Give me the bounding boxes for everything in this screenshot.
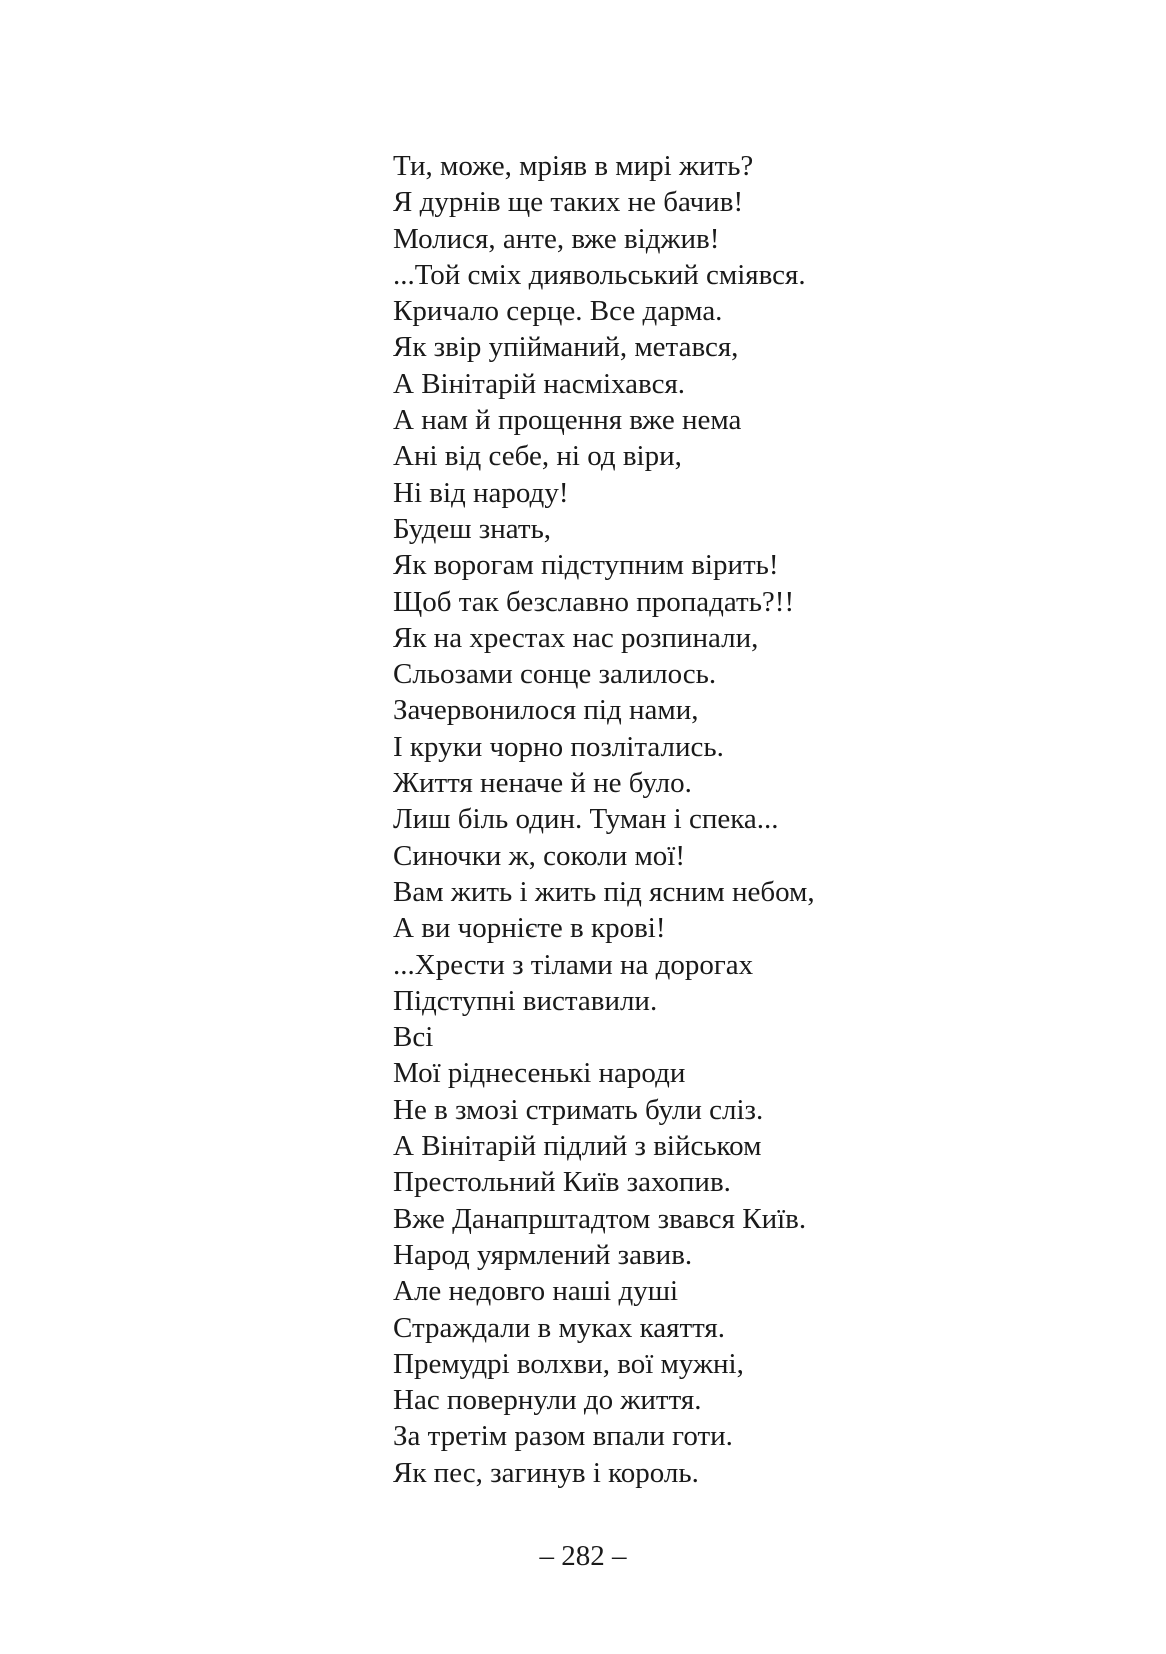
poem-line: Вже Данапрштадтом звався Київ. [393, 1202, 807, 1235]
poem-line: Я дурнів ще таких не бачив! [393, 186, 744, 219]
poem-line: Сльозами сонце залилось. [393, 658, 717, 691]
poem-line: Будеш знать, [393, 512, 552, 545]
poem-line: ...Той сміх диявольський сміявся. [393, 258, 806, 291]
poem-line: Премудрі волхви, вої мужні, [393, 1347, 744, 1380]
poem-line: Як ворогам підступним вірить! [393, 549, 779, 582]
poem-line: Як звір упійманий, метався, [393, 331, 739, 364]
poem-line: Як пес, загинув і король. [393, 1456, 699, 1489]
poem-line: Ні від народу! [393, 476, 569, 509]
poem-line: А Вінітарій підлий з військом [393, 1130, 762, 1163]
poem-line: За третім разом впали готи. [393, 1420, 733, 1453]
poem-line: Синочки ж, соколи мої! [393, 839, 686, 872]
poem-line: Кричало серце. Все дарма. [393, 295, 723, 328]
poem-line: Народ уярмлений завив. [393, 1238, 693, 1271]
poem-line: Лиш біль один. Туман і спека... [393, 803, 779, 836]
poem-line: Життя неначе й не було. [393, 767, 692, 800]
page-number: – 282 – [539, 1540, 627, 1572]
poem-line: Як на хрестах нас розпинали, [393, 621, 759, 654]
poem-line: Вам жить і жить під ясним небом, [393, 875, 815, 908]
poem-line: Не в змозі стримать були сліз. [393, 1093, 764, 1126]
poem-line: Але недовго наші душі [393, 1275, 679, 1308]
poem-line: Всі [393, 1021, 434, 1054]
poem-text [393, 148, 993, 1491]
poem-line: Ти, може, мріяв в мирі жить? [393, 150, 754, 182]
poem-line: Мої ріднесенькі народи [393, 1057, 686, 1090]
poem-line: Ані від себе, ні од віри, [393, 440, 682, 473]
poem-line: ...Хрести з тілами на дорогах [393, 948, 754, 981]
poem-line: Престольний Київ захопив. [393, 1166, 731, 1199]
poem-line: Молися, анте, вже віджив! [393, 222, 720, 255]
poem-line: А ви чорнієте в крові! [393, 912, 666, 945]
poem-line: Нас повернули до життя. [393, 1384, 702, 1417]
poem-line: А нам й прощення вже нема [393, 404, 742, 437]
poem-line: Зачервонилося під нами, [393, 694, 699, 727]
poem-line: Підступні виставили. [393, 984, 658, 1017]
poem-line: Щоб так безславно пропадать?!! [393, 585, 795, 618]
poem-line: А Вінітарій насміхався. [393, 367, 686, 400]
poem-line: Страждали в муках каяття. [393, 1311, 725, 1344]
poem-line: І круки чорно позлітались. [393, 730, 724, 763]
